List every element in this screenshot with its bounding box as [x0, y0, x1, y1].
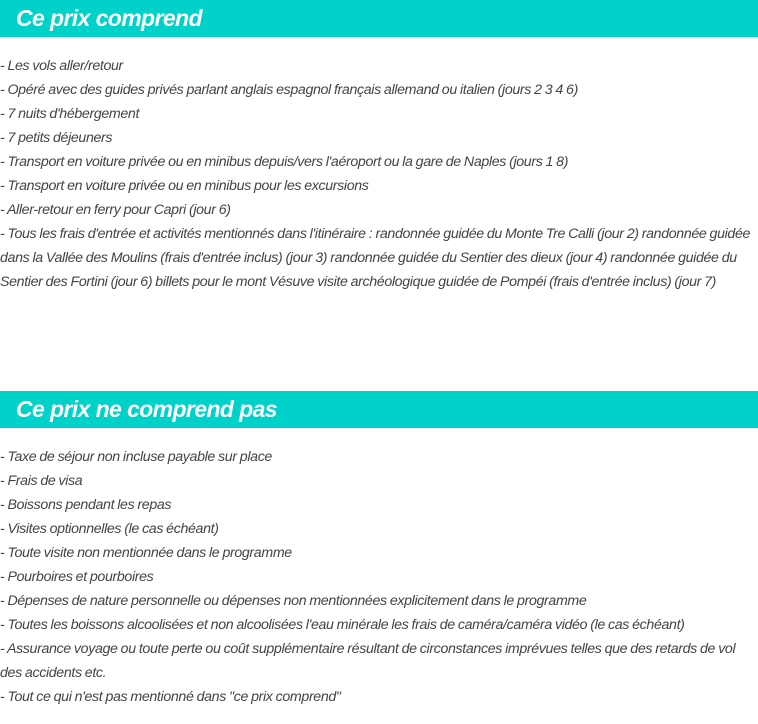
list-item: - Pourboires et pourboires: [0, 569, 154, 585]
list-item: - Toute visite non mentionnée dans le programme: [0, 545, 292, 561]
list-item: - Visites optionnelles (le cas échéant): [0, 521, 219, 537]
list-item: - Transport en voiture privée ou en minibus depuis/vers l'aéroport ou la gare de Naples (jours 1 8): [0, 154, 569, 170]
list-item: - Tout ce qui n'est pas mentionné dans "ce prix comprend": [0, 689, 341, 705]
list-item: - Frais de visa: [0, 473, 83, 489]
list-item: - Taxe de séjour non incluse payable sur place: [0, 449, 272, 465]
list-item: - Toutes les boissons alcoolisées et non alcoolisées l'eau minérale les frais de caméra/caméra vidéo (le cas échéant): [0, 617, 685, 633]
list-item: - Transport en voiture privée ou en minibus pour les excursions: [0, 178, 369, 194]
list-item: - Dépenses de nature personnelle ou dépenses non mentionnées explicitement dans le programme: [0, 593, 587, 609]
list-item: - Les vols aller/retour: [0, 58, 123, 74]
included-header: [0, 0, 758, 37]
excluded-title: Ce prix ne comprend pas: [16, 396, 277, 422]
list-item: - 7 petits déjeuners: [0, 130, 113, 146]
excluded-list: [0, 445, 758, 709]
list-item: - Opéré avec des guides privés parlant anglais espagnol français allemand ou italien (jours 2 3 4 6): [0, 82, 578, 98]
list-item: - Aller-retour en ferry pour Capri (jour 6): [0, 202, 231, 218]
list-item: - Assurance voyage ou toute perte ou coût supplémentaire résultant de circonstances imprévues telles que des retards de vol des accidents etc.: [0, 641, 736, 681]
included-list: [0, 54, 758, 294]
included-title: Ce prix comprend: [16, 5, 202, 31]
excluded-section: [0, 391, 758, 709]
excluded-header: [0, 391, 758, 428]
included-section: [0, 0, 758, 294]
list-item: - Tous les frais d'entrée et activités mentionnés dans l'itinéraire : randonnée guidée du Monte Tre Calli (jour 2) randonnée guidée dans la Vallée des Moulins (frais d'entrée inclus) (jour 3) randonnée guidée du Sentier des dieux (jour 4) randonnée guidée du Sentier des Fortini (jour 6) billets pour le mont Vésuve visite archéologique guidée de Pompéi (frais d'entrée inclus) (jour 7): [0, 226, 751, 290]
list-item: - Boissons pendant les repas: [0, 497, 172, 513]
list-item: - 7 nuits d'hébergement: [0, 106, 140, 122]
